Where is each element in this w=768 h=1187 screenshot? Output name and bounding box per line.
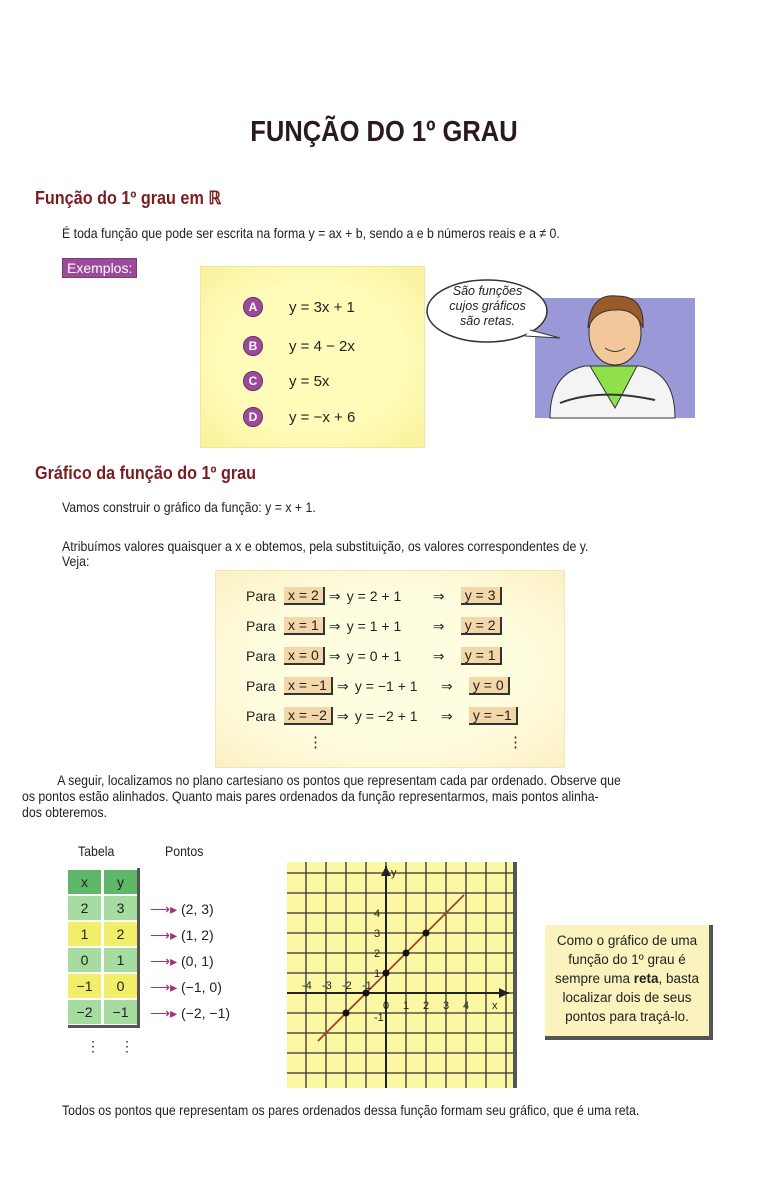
speech-line: são retas.: [460, 314, 515, 328]
y-value: y = −1: [469, 707, 518, 725]
implies-arrow: ⇒: [432, 647, 445, 664]
section-heading-definition: Função do 1º grau em ℝ: [35, 188, 222, 208]
y-tick-label: 4: [374, 908, 381, 920]
cell-x: 2: [68, 896, 101, 920]
graph-shadow: [513, 862, 517, 1088]
calculation: y = 0 + 1: [346, 648, 402, 664]
calculation: y = 2 + 1: [346, 588, 402, 604]
ordered-pair: (−2, −1): [181, 1005, 231, 1021]
header-x: x: [68, 870, 101, 894]
point-arrow: [150, 979, 222, 996]
x-tick-label: 3: [443, 1000, 450, 1012]
explanation-paragraph: [22, 772, 752, 820]
ellipsis: ⋮: [86, 1038, 100, 1054]
para-label: Para: [246, 618, 276, 634]
calculation: y = 1 + 1: [346, 618, 402, 634]
ordered-pair: (1, 2): [181, 927, 214, 943]
x-value: x = 1: [284, 617, 325, 635]
implies-arrow: ⇒: [336, 677, 349, 694]
ordered-pair: (−1, 0): [181, 979, 222, 995]
y-value: y = 3: [461, 587, 502, 605]
x-value: x = −2: [284, 707, 333, 725]
cell-y: −1: [104, 1000, 137, 1024]
letter-badge: B: [243, 336, 263, 356]
cell-x: 0: [68, 948, 101, 972]
cell-y: 2: [104, 922, 137, 946]
x-value: x = 2: [284, 587, 325, 605]
x-value: x = 0: [284, 647, 325, 665]
letter-badge: C: [243, 371, 263, 391]
speech-bubble: [430, 284, 545, 329]
letter-badge: D: [243, 407, 263, 427]
x-tick-label: 1: [403, 1000, 410, 1012]
y-tick-label: 1: [374, 968, 381, 980]
veja-text: Veja:: [62, 553, 90, 569]
callout-line: Como o gráfico de uma: [556, 933, 698, 948]
y-axis-label: y: [391, 867, 397, 879]
cartesian-graph: [287, 862, 517, 1088]
equation: y = −x + 6: [289, 408, 356, 426]
calculation: y = −2 + 1: [354, 708, 418, 724]
example-b: [243, 336, 355, 356]
implies-arrow: ⇒: [432, 617, 445, 634]
cell-x: −1: [68, 974, 101, 998]
implies-arrow: ⇒: [440, 677, 453, 694]
definition-text: É toda função que pode ser escrita na forma y = ax + b, sendo a e b números reais e a ≠ 0.: [62, 225, 560, 241]
cell-y: 1: [104, 948, 137, 972]
data-point: [343, 1010, 350, 1017]
data-point: [403, 950, 410, 957]
substitution-box: [215, 570, 565, 768]
y-value: y = 0: [469, 677, 510, 695]
x-tick-label: -2: [342, 980, 352, 992]
para-label: Para: [246, 708, 276, 724]
graph-background: [287, 862, 513, 1088]
implies-arrow: ⇒: [432, 587, 445, 604]
ordered-pair: (2, 3): [181, 901, 214, 917]
example-c: [243, 371, 329, 391]
equation: y = 3x + 1: [289, 298, 355, 316]
data-point: [423, 930, 430, 937]
implies-arrow: ⇒: [328, 587, 341, 604]
pontos-label: Pontos: [165, 843, 204, 859]
x-tick-label: 2: [423, 1000, 430, 1012]
implies-arrow: ⇒: [328, 617, 341, 634]
speech-line: cujos gráficos: [449, 299, 526, 313]
x-tick-label: 4: [463, 1000, 470, 1012]
example-a: [243, 297, 355, 317]
examples-box: [200, 266, 425, 448]
cell-x: 1: [68, 922, 101, 946]
point-arrow: [150, 901, 214, 918]
equation: y = 4 − 2x: [289, 337, 355, 355]
x-tick-label: -4: [302, 980, 312, 992]
tip-callout: [545, 925, 713, 1040]
x-tick-label: 0: [383, 1000, 390, 1012]
implies-arrow: ⇒: [328, 647, 341, 664]
para-label: Para: [246, 678, 276, 694]
section-heading-graph: Gráfico da função do 1º grau: [35, 463, 257, 483]
cell-y: 3: [104, 896, 137, 920]
callout-line: [545, 969, 709, 988]
paragraph-line: os pontos estão alinhados. Quanto mais pares ordenados da função representarmos, mais pontos alinha-: [22, 788, 599, 804]
callout-text: sempre uma: [554, 971, 634, 986]
y-value: y = 1: [461, 647, 502, 665]
examples-label: Exemplos:: [62, 258, 137, 278]
x-value: x = −1: [284, 677, 333, 695]
cell-x: −2: [68, 1000, 101, 1024]
para-label: Para: [246, 648, 276, 664]
paragraph-line: dos obteremos.: [22, 804, 107, 820]
ellipsis: ⋮: [308, 734, 323, 751]
y-value: y = 2: [461, 617, 502, 635]
callout-line: pontos para traçá-lo.: [565, 1009, 689, 1024]
arrow-icon: ⟶▸: [150, 927, 178, 943]
y-tick-label: 2: [374, 948, 381, 960]
callout-line: função do 1º grau é: [568, 952, 686, 967]
arrow-icon: ⟶▸: [150, 953, 178, 969]
y-tick-label: -1: [374, 1012, 384, 1024]
substitution-row: [246, 707, 522, 725]
point-arrow: [150, 953, 214, 970]
ellipsis: ⋮: [120, 1038, 134, 1054]
footer-text: Todos os pontos que representam os pares ordenados dessa função formam seu gráfico, que é uma reta.: [62, 1102, 640, 1118]
callout-text: , basta: [658, 971, 700, 986]
implies-arrow: ⇒: [440, 707, 453, 724]
example-d: [243, 407, 355, 427]
substitution-row: [246, 647, 506, 665]
cell-y: 0: [104, 974, 137, 998]
data-point: [383, 970, 390, 977]
speech-line: São funções: [452, 284, 523, 298]
tabela-label: Tabela: [78, 843, 115, 859]
x-tick-label: -3: [322, 980, 332, 992]
ordered-pair: (0, 1): [181, 953, 214, 969]
assign-text: Atribuímos valores quaisquer a x e obtemos, pela substituição, os valores correspondentes de y.: [62, 538, 589, 554]
xy-table: [68, 868, 140, 1028]
point-arrow: [150, 1005, 230, 1022]
callout-emphasis: reta: [633, 971, 659, 986]
equation: y = 5x: [289, 372, 330, 390]
arrow-icon: ⟶▸: [150, 979, 178, 995]
y-tick-label: 3: [374, 928, 381, 940]
calculation: y = −1 + 1: [354, 678, 418, 694]
substitution-row: [246, 677, 514, 695]
ellipsis: ⋮: [508, 734, 523, 751]
page-title: FUNÇÃO DO 1º GRAU: [250, 116, 518, 148]
intro-text: Vamos construir o gráfico da função: y = x + 1.: [62, 499, 316, 515]
arrow-icon: ⟶▸: [150, 901, 178, 917]
header-y: y: [104, 870, 137, 894]
arrow-icon: ⟶▸: [150, 1005, 178, 1021]
letter-badge: A: [243, 297, 263, 317]
paragraph-line: A seguir, localizamos no plano cartesiano os pontos que representam cada par ordenado. Observe que: [57, 772, 621, 788]
para-label: Para: [246, 588, 276, 604]
x-tick-label: -1: [362, 980, 372, 992]
substitution-row: [246, 587, 506, 605]
x-axis-label: x: [492, 1000, 498, 1012]
implies-arrow: ⇒: [336, 707, 349, 724]
substitution-row: [246, 617, 506, 635]
point-arrow: [150, 927, 214, 944]
callout-line: localizar dois de seus: [562, 990, 692, 1005]
